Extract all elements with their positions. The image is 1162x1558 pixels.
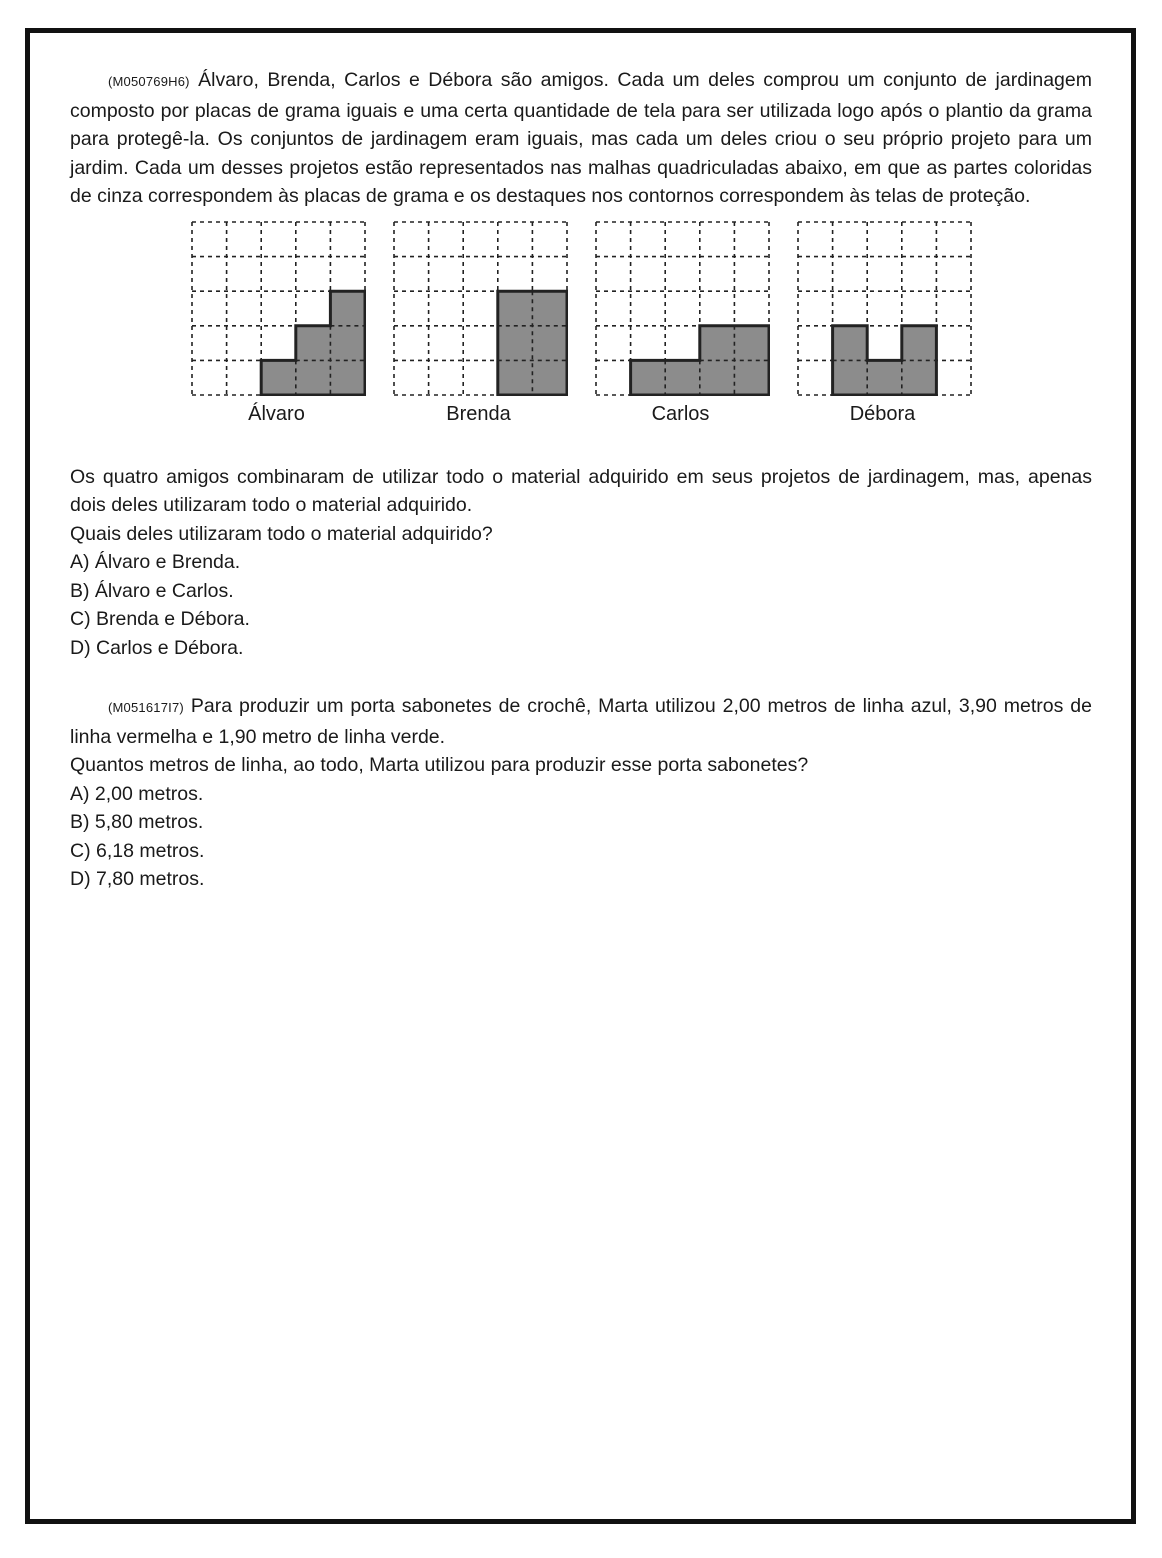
grass-alvaro <box>261 291 365 395</box>
question-2-code: (M051617I7) <box>108 700 184 715</box>
question-1-statement <box>70 66 1092 211</box>
grid-carlos <box>595 221 770 396</box>
question-1-option-d: D) Carlos e Débora. <box>70 636 244 659</box>
question-2-option-b: B) 5,80 metros. <box>70 811 204 833</box>
grid-brenda <box>393 221 568 396</box>
figure-alvaro <box>191 221 366 429</box>
figure-label-alvaro: Álvaro <box>248 402 305 425</box>
question-separator <box>70 662 1092 692</box>
question-1-body: Os quatro amigos combinaram de utilizar todo o material adquirido em seus projetos de jardinagem, mas, apenas dois deles utilizaram todo o material adquirido. <box>70 465 1092 516</box>
question-2-option-d: D) 7,80 metros. <box>70 868 205 890</box>
question-2-statement <box>70 692 1092 751</box>
question-1-option-a: A) Álvaro e Brenda. <box>70 551 241 573</box>
question-1-code: (M050769H6) <box>108 74 190 89</box>
grid-alvaro <box>191 221 366 396</box>
figure-carlos <box>595 221 770 429</box>
page-content <box>70 66 1092 894</box>
question-1-text: Álvaro, Brenda, Carlos e Débora são amigos. Cada um deles comprou um conjunto de jardinagem composto por placas de grama iguais e uma certa quantidade de tela para ser utilizada logo após o plantio da grama para protegê-la. Os conjuntos de jardinagem eram iguais, mas cada um deles criou o seu próprio projeto para um jardim. Cada um desses projetos estão representados nas malhas quadriculadas abaixo, em que as partes coloridas de cinza correspondem às placas de grama e os destaques nos contornos correspondem às telas de proteção. <box>70 69 1092 207</box>
question-1-option-c: C) Brenda e Débora. <box>70 608 250 630</box>
question-1-prompt: Quais deles utilizaram todo o material adquirido? <box>70 522 493 545</box>
garden-figures <box>70 221 1092 453</box>
question-1-option-b: B) Álvaro e Carlos. <box>70 579 234 602</box>
question-2-text: Para produzir um porta sabonetes de crochê, Marta utilizou 2,00 metros de linha azul, 3,90 metros de linha vermelha e 1,90 metro de linha verde. <box>70 695 1092 748</box>
figure-label-carlos: Carlos <box>651 402 710 425</box>
figure-debora <box>797 221 972 429</box>
question-2-prompt: Quantos metros de linha, ao todo, Marta utilizou para produzir esse porta sabonetes? <box>70 754 809 776</box>
figure-brenda <box>393 221 568 429</box>
grid-debora <box>797 221 972 396</box>
question-2-option-a: A) 2,00 metros. <box>70 782 204 805</box>
figure-label-debora: Débora <box>849 402 916 425</box>
figure-label-brenda: Brenda <box>446 402 511 425</box>
question-2-option-c: C) 6,18 metros. <box>70 839 205 862</box>
